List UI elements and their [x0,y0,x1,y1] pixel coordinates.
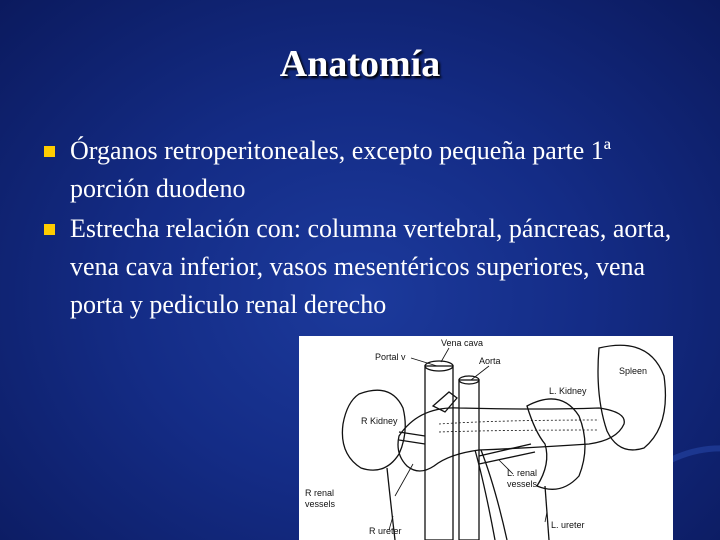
slide-title: Anatomía [279,43,441,85]
bullet-list [44,132,674,326]
anatomy-diagram [299,336,673,540]
label-right-ureter: R ureter [369,526,402,536]
label-right-kidney: R Kidney [361,416,398,426]
label-vena-cava: Vena cava [441,338,484,348]
right-kidney-shape [342,390,405,470]
bullet-text: Órganos retroperitoneales, excepto pequeña parte 1ª porción duodeno [70,136,611,203]
label-left-vessels: vessels [507,479,538,489]
anatomy-drawing [299,336,673,540]
label-portal-vein: Portal v [375,352,406,362]
pancreas-shape [398,408,624,471]
bullet-text: Estrecha relación con: columna vertebral, páncreas, aorta, vena cava inferior, vasos mesentéricos superiores, vena porta y pediculo renal derecho [70,214,672,319]
label-right-vessels: vessels [305,499,336,509]
label-left-renal: L. renal [507,468,538,478]
label-right-renal: R renal [305,488,335,498]
square-bullet-icon [44,224,55,235]
square-bullet-icon [44,146,55,157]
label-aorta: Aorta [479,356,501,366]
label-left-kidney: L. Kidney [549,386,587,396]
spleen-shape [598,345,665,450]
label-spleen: Spleen [619,366,648,376]
bullet-item [44,210,674,324]
aorta-shape [459,380,479,540]
label-left-ureter: L. ureter [551,520,585,530]
bullet-item [44,132,674,208]
